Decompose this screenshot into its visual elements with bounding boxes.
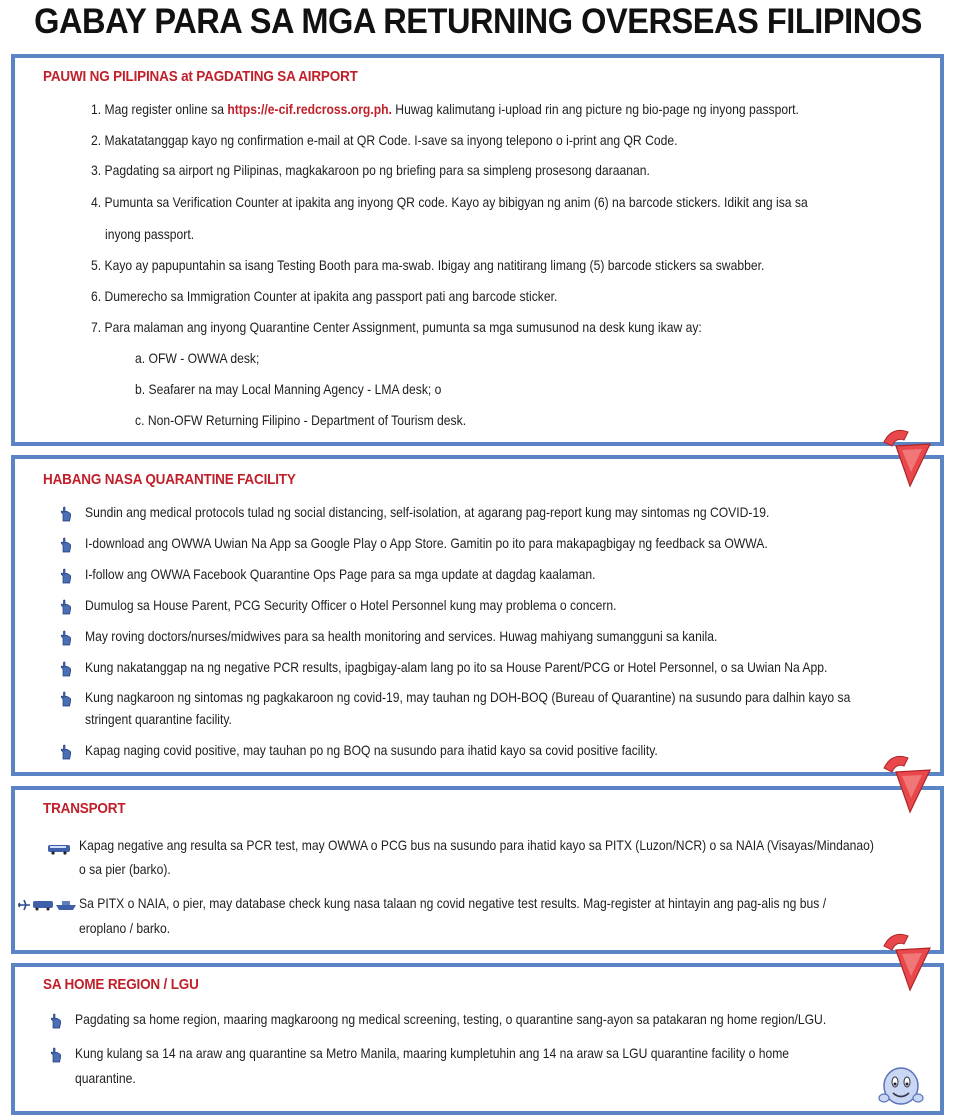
home-region-bullet-2: Kung kulang sa 14 na araw ang quarantine sa Metro Manila, maaring kumpletuhin ang 14 na araw sa LGU quarantine facility o home (75, 1046, 790, 1061)
ship-icon (55, 898, 77, 911)
section-home-region-heading: SA HOME REGION / LGU (43, 976, 199, 993)
quarantine-bullet-5: May roving doctors/nurses/midwives para sa health monitoring and services. Huwag mahiyang sumangguni sa kanila. (85, 629, 718, 644)
step-2: 2. Makatatanggap kayo ng confirmation e-mail at QR Code. I-save sa inyong telepono o i-print ang QR Code. (91, 133, 678, 148)
step-7b: b. Seafarer na may Local Manning Agency - LMA desk; o (135, 382, 442, 397)
pointing-hand-icon (59, 744, 73, 760)
section-transport-panel (11, 786, 944, 954)
quarantine-bullet-1: Sundin ang medical protocols tulad ng social distancing, self-isolation, at agarang pag-report kung may sintomas ng COVID-19. (85, 505, 770, 520)
section-quarantine-panel (11, 455, 944, 776)
pointing-hand-icon (59, 661, 73, 677)
section-airport-panel (11, 54, 944, 446)
transport-item-2-cont: eroplano / barko. (79, 921, 171, 936)
step-5: 5. Kayo ay papupuntahin sa isang Testing Booth para ma-swab. Ibigay ang natitirang limang (5) barcode stickers sa swabber. (91, 258, 765, 273)
home-region-bullet-1: Pagdating sa home region, maaring magkaroong ng medical screening, testing, o quarantine sang-ayon sa patakaran ng home region/LGU. (75, 1012, 827, 1027)
section-airport-heading: PAUWI NG PILIPINAS at PAGDATING SA AIRPORT (43, 68, 358, 85)
curved-arrow-down-icon (874, 420, 936, 490)
step-7: 7. Para malaman ang inyong Quarantine Center Assignment, pumunta sa mga sumusunod na desk kung ikaw ay: (91, 320, 702, 335)
curved-arrow-down-icon (874, 746, 936, 816)
step-4: 4. Pumunta sa Verification Counter at ipakita ang inyong QR code. Kayo ay bibigyan ng anim (6) na barcode stickers. Idikit ang isa sa (91, 195, 808, 210)
quarantine-bullet-7: Kung nagkaroon ng sintomas ng pagkakaroon ng covid-19, may tauhan ng DOH-BOQ (Bureau of Quarantine) na susundo para dalhin kayo sa (85, 690, 851, 705)
curved-arrow-down-icon (874, 924, 936, 994)
step-3: 3. Pagdating sa airport ng Pilipinas, magkakaroon po ng briefing para sa simpleng prosesong daraanan. (91, 163, 650, 178)
bus-icon (47, 843, 71, 855)
transport-item-1: Kapag negative ang resulta sa PCR test, may OWWA o PCG bus na susundo para ihatid kayo sa PITX (Luzon/NCR) o sa NAIA (Visayas/Mindanao) (79, 838, 874, 853)
section-quarantine-heading: HABANG NASA QUARANTINE FACILITY (43, 471, 296, 488)
page-title: GABAY PARA SA MGA RETURNING OVERSEAS FILIPINOS (34, 2, 922, 41)
pointing-hand-icon (59, 691, 73, 707)
pointing-hand-icon (59, 568, 73, 584)
redcross-link[interactable]: https://e-cif.redcross.org.ph. (227, 102, 392, 117)
pointing-hand-icon (49, 1047, 63, 1063)
transport-item-1-cont: o sa pier (barko). (79, 862, 171, 877)
quarantine-bullet-8: Kapag naging covid positive, may tauhan po ng BOQ na susundo para ihatid kayo sa covid positive facility. (85, 743, 658, 758)
smiley-mascot-icon (876, 1060, 926, 1110)
home-region-bullet-2-cont: quarantine. (75, 1071, 136, 1086)
step-7a: a. OFW - OWWA desk; (135, 351, 260, 366)
section-home-region-panel (11, 963, 944, 1115)
pointing-hand-icon (49, 1013, 63, 1029)
step-7c: c. Non-OFW Returning Filipino - Department of Tourism desk. (135, 413, 467, 428)
airplane-icon (17, 899, 31, 911)
pointing-hand-icon (59, 630, 73, 646)
bus-icon (32, 899, 54, 911)
pointing-hand-icon (59, 506, 73, 522)
step-1: 1. Mag register online sa https://e-cif.redcross.org.ph. Huwag kalimutang i-upload rin ang picture ng bio-page ng inyong passport. (91, 102, 799, 117)
pointing-hand-icon (59, 599, 73, 615)
quarantine-bullet-2: I-download ang OWWA Uwian Na App sa Google Play o App Store. Gamitin po ito para makapagbigay ng feedback sa OWWA. (85, 536, 768, 551)
step-4-cont: inyong passport. (105, 227, 195, 242)
step-6: 6. Dumerecho sa Immigration Counter at ipakita ang passport pati ang barcode sticker. (91, 289, 558, 304)
quarantine-bullet-4: Dumulog sa House Parent, PCG Security Officer o Hotel Personnel kung may problema o concern. (85, 598, 617, 613)
quarantine-bullet-3: I-follow ang OWWA Facebook Quarantine Ops Page para sa mga update at dagdag kaalaman. (85, 567, 596, 582)
pointing-hand-icon (59, 537, 73, 553)
section-transport-heading: TRANSPORT (43, 800, 126, 817)
quarantine-bullet-7-cont: stringent quarantine facility. (85, 712, 232, 727)
transport-item-2: Sa PITX o NAIA, o pier, may database check kung nasa talaan ng covid negative test results. Mag-register at hintayin ang pag-alis ng bus / (79, 896, 827, 911)
quarantine-bullet-6: Kung nakatanggap na ng negative PCR results, ipagbigay-alam lang po ito sa House Parent/PCG or Hotel Personnel, o sa Uwian Na App. (85, 660, 828, 675)
